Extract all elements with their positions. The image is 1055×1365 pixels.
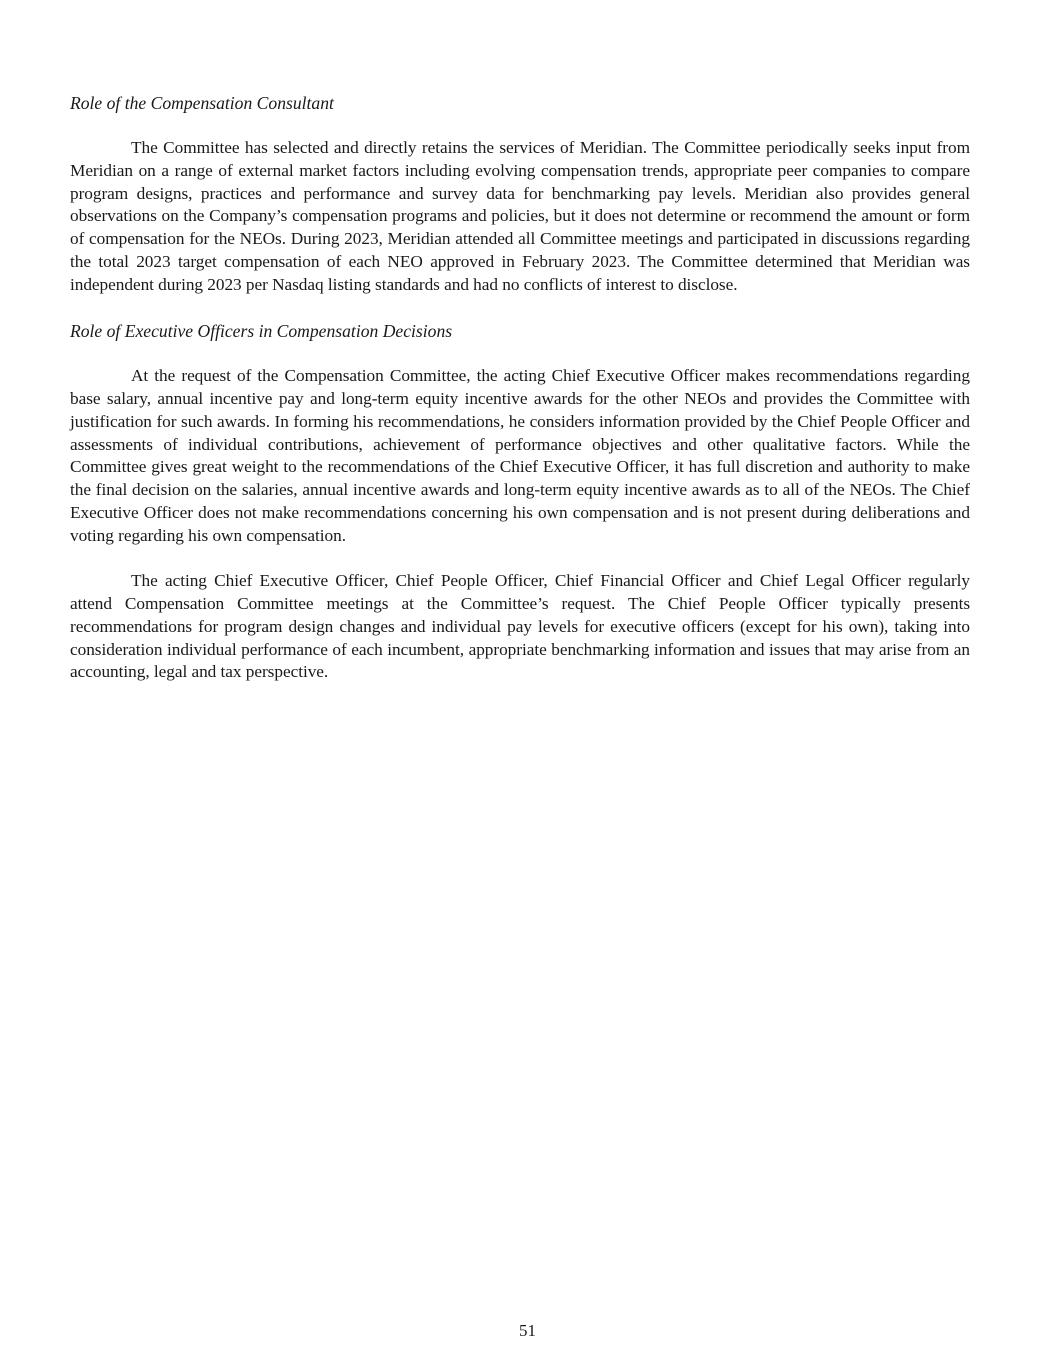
paragraph-ceo-recommendations: At the request of the Compensation Committee, the acting Chief Executive Officer makes recommendations regarding base salary, annual incentive pay and long-term equity incentive awards for the other NEOs and provides the Committee with justification for such awards. In forming his recommendations, he considers information provided by the Chief People Officer and assessments of individual contributions, achievement of performance objectives and other qualitative factors. While the Committee gives great weight to the recommendations of the Chief Executive Officer, it has full discretion and authority to make the final decision on the salaries, annual incentive awards and long-term equity incentive awards as to all of the NEOs. The Chief Executive Officer does not make recommendations concerning his own compensation and is not present during deliberations and voting regarding his own compensation. [70, 366, 970, 545]
section-heading-compensation-consultant: Role of the Compensation Consultant [70, 93, 334, 113]
paragraph-compensation-consultant: The Committee has selected and directly retains the services of Meridian. The Committee periodically seeks input from Meridian on a range of external market factors including evolving compensation trends, appropriate peer companies to compare program designs, practices and performance and survey data for benchmarking pay levels. Meridian also provides general observations on the Company’s compensation programs and policies, but it does not determine or recommend the amount or form of compensation for the NEOs. During 2023, Meridian attended all Committee meetings and participated in discussions regarding the total 2023 target compensation of each NEO approved in February 2023. The Committee determined that Meridian was independent during 2023 per Nasdaq listing standards and had no conflicts of interest to disclose. [70, 138, 970, 294]
page-number: 51 [519, 1321, 536, 1340]
document-page [70, 91, 970, 684]
paragraph-officers-attendance: The acting Chief Executive Officer, Chief People Officer, Chief Financial Officer and Chief Legal Officer regularly attend Compensation Committee meetings at the Committee’s request. The Chief People Officer typically presents recommendations for program design changes and individual pay levels for executive officers (except for his own), taking into consideration individual performance of each incumbent, appropriate benchmarking information and issues that may arise from an accounting, legal and tax perspective. [70, 571, 970, 682]
section-heading-executive-officers-role: Role of Executive Officers in Compensation Decisions [70, 321, 453, 342]
